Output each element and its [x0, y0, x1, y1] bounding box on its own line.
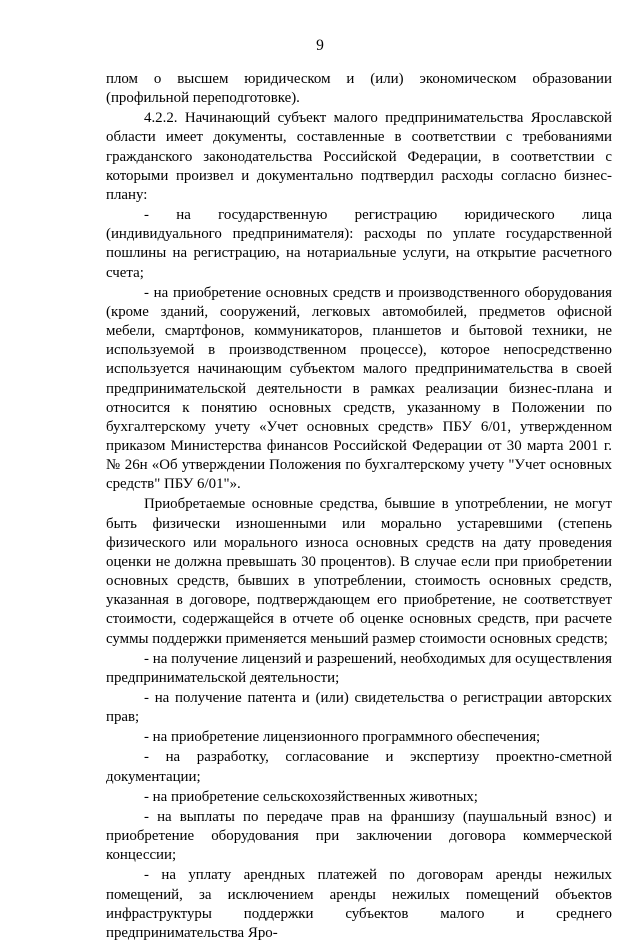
paragraph-12: - на уплату арендных платежей по договорам аренды нежилых помещений, за исключением аренды нежилых помещений объектов инфраструктуры поддержки субъектов малого и среднего предпринимательства Яро- [106, 867, 612, 941]
paragraph-11: - на выплаты по передаче прав на франшизу (паушальный взнос) и приобретение оборудования при заключении договора коммерческой концессии; [106, 808, 612, 864]
paragraph-10: - на приобретение сельскохозяйственных животных; [144, 788, 478, 805]
page-body [106, 70, 612, 944]
paragraph-5: Приобретаемые основные средства, бывшие в употреблении, не могут быть физически изношенными или морально устаревшими (степень физического или морального износа основных средств на дату проведения оценки не должна превышать 30 процентов). В случае если при приобретении основных средств, бывших в употреблении, стоимость основных средств, указанная в договоре, подтверждающем его приобретение, не соответствует стоимости, содержащейся в отчете об оценке основных средств, при расчете суммы поддержки применяется меньший размер стоимости основных средств; [106, 496, 612, 647]
paragraph-2: 4.2.2. Начинающий субъект малого предпринимательства Ярославской области имеет документы, составленные в соответствии с требованиями гражданского законодательства Российской Федерации, в соответствии с которыми произвел и документально подтвердил расходы согласно бизнес-плану: [106, 110, 612, 203]
paragraph-3: - на государственную регистрацию юридического лица (индивидуального предпринимателя): расходы по уплате государственной пошлины на регистрацию, на нотариальные услуги, на открытие расчетного счета; [106, 207, 612, 281]
page-number: 9 [316, 37, 324, 54]
paragraph-1: плом о высшем юридическом и (или) экономическом образовании (профильной переподготовке). [106, 71, 612, 107]
paragraph-8: - на приобретение лицензионного программного обеспечения; [144, 729, 541, 746]
paragraph-4: - на приобретение основных средств и производственного оборудования (кроме зданий, сооружений, легковых автомобилей, предметов офисной мебели, смартфонов, коммуникаторов, планшетов и бытовой техники, не используемой в производственном процессе), которое непосредственно используется начинающим субъектом малого предпринимательства в своей предпринимательской деятельности в рамках реализации бизнес-плана и относится к понятию основных средств, указанному в Положении по бухгалтерскому учету «Учет основных средств» ПБУ 6/01, утвержденном приказом Министерства финансов Российской Федерации от 30 марта 2001 г. № 26н «Об утверждении Положения по бухгалтерскому учету "Учет основных средств" ПБУ 6/01"». [106, 284, 612, 493]
paragraph-6: - на получение лицензий и разрешений, необходимых для осуществления предпринимательской деятельности; [106, 650, 612, 686]
paragraph-9: - на разработку, согласование и экспертизу проектно-сметной документации; [106, 749, 612, 785]
paragraph-7: - на получение патента и (или) свидетельства о регистрации авторских прав; [106, 690, 612, 726]
